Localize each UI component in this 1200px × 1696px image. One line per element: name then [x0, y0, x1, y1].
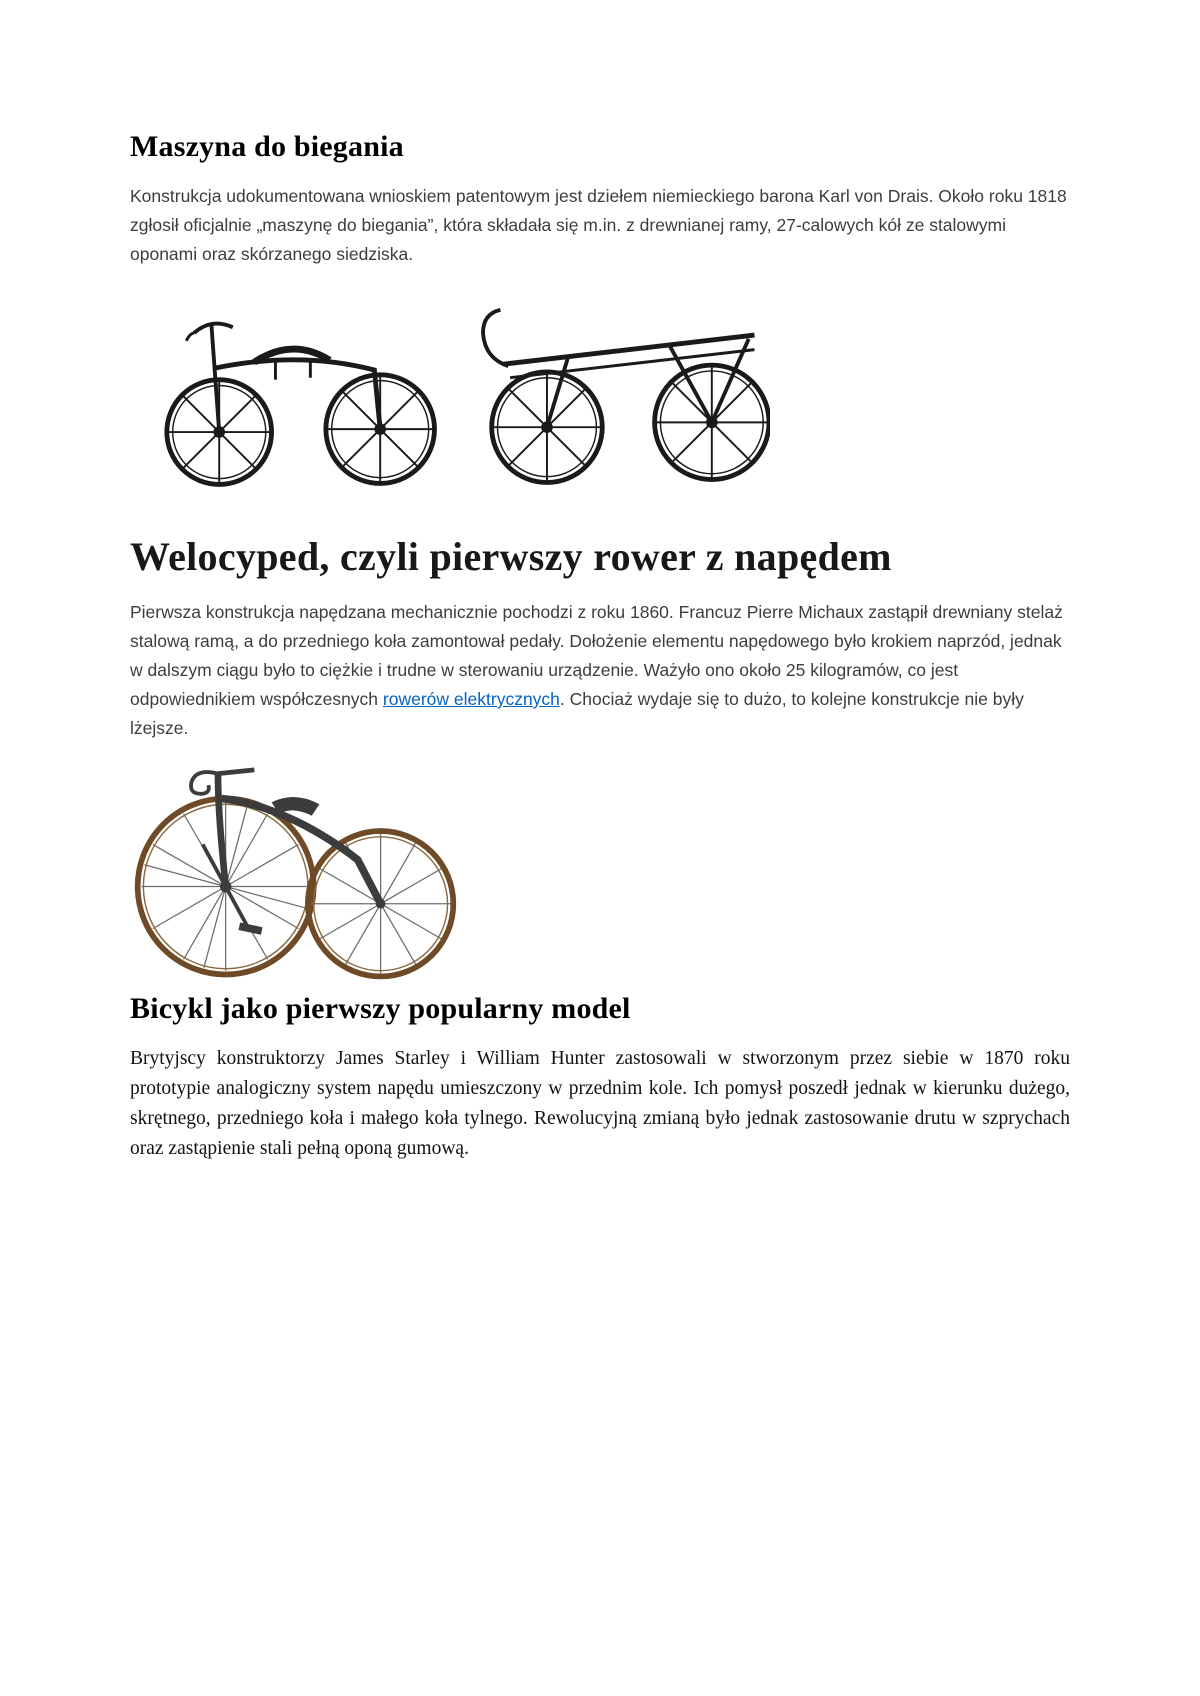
velocipede-drawing	[130, 743, 460, 987]
velocipede-text-after-link: . Chociaż wydaje się to dużo, to kolejne konstrukcje nie były lżejsze.	[130, 689, 1024, 738]
running-machine-paragraph: Konstrukcja udokumentowana wnioskiem patentowym jest dziełem niemieckiego barona Karl von Drais. Około roku 1818 zgłosił oficjalnie „maszynę do biegania”, która składała się m.in. z drewnianej ramy, 27-calowych kół ze stalowymi oponami oraz skórzanego siedziska.	[130, 186, 1067, 264]
bicycle-paragraph: Brytyjscy konstruktorzy James Starley i William Hunter zastosowali w stworzonym przez siebie w 1870 roku prototypie analogiczny system napędu umieszczony w przednim kole. Ich pomysł poszedł jednak w kierunku dużego, skrętnego, przedniego koła i małego koła tylnego. Rewolucyjną zmianą było jednak zastosowanie drutu w szprychach oraz zastąpienie stali pełną oponą gumową.	[130, 1048, 1070, 1159]
draisine-illustration	[130, 269, 770, 507]
left-draisine-frame	[186, 324, 380, 432]
section-heading-velocipede: Welocyped, czyli pierwszy rower z napędem	[130, 534, 892, 579]
section-heading-running-machine: Maszyna do biegania	[130, 130, 404, 163]
electric-bikes-link[interactable]: rowerów elektrycznych	[382, 689, 560, 709]
velocipede-illustration	[130, 743, 460, 992]
left-draisine-front-wheel	[167, 380, 272, 485]
section-heading-bicycle: Bicykl jako pierwszy popularny model	[130, 992, 631, 1025]
draisine-drawing	[130, 269, 770, 502]
right-draisine-frame	[483, 310, 755, 427]
velocipede-paragraph	[130, 598, 1070, 743]
velocipede-text-before-link: Pierwsza konstrukcja napędzana mechanicznie pochodzi z roku 1860. Francuz Pierre Michaux zastąpił drewniany stelaż stalową ramą, a do przedniego koła zamontował pedały. Dołożenie elementu napędowego było krokiem naprzód, jednak w dalszym ciągu było to ciężkie i trudne w sterowaniu urządzenie. Ważyło ono około 25 kilogramów, co jest odpowiednikiem współczesnych	[130, 602, 1063, 709]
